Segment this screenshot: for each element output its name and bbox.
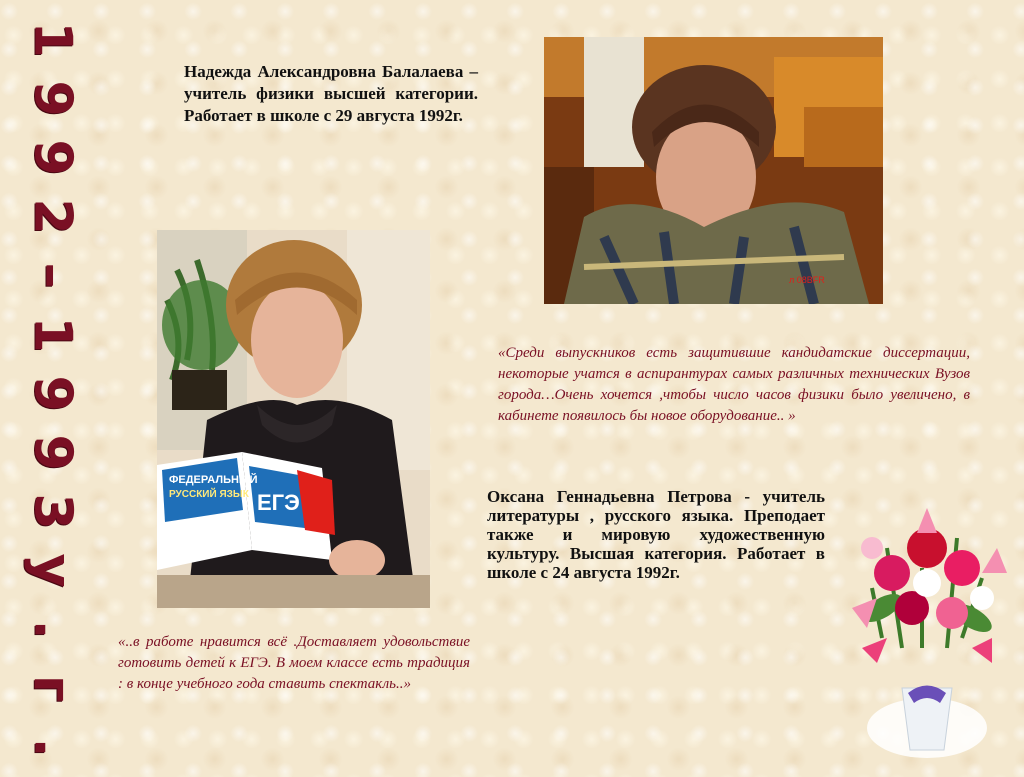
year-char: . bbox=[22, 619, 83, 640]
year-char: 1 bbox=[22, 316, 83, 353]
year-char: 1 bbox=[22, 21, 83, 58]
teacher1-bio: Надежда Александровна Балалаева – учитель физики высшей категории. Работает в школе с 29 августа 1992г. bbox=[184, 62, 478, 125]
teacher2-quote: «..в работе нравится всё .Доставляет удовольствие готовить детей к ЕГЭ. В моем классе есть традиция : в конце учебного года ставить спектакль..» bbox=[118, 634, 470, 692]
photo-stamp: л 08BFR bbox=[789, 275, 825, 285]
book-title-line2: РУССКИЙ ЯЗЫК bbox=[169, 489, 249, 500]
book-title-line1: ФЕДЕРАЛЬНЫЙ bbox=[169, 474, 258, 486]
year-char: 9 bbox=[22, 80, 83, 117]
teacher1-photo bbox=[544, 37, 883, 304]
teacher1-quote: «Среди выпускников есть защитившие кандидатские диссертации, некоторые учатся в аспирантурах самых различных технических Вузов города…Очень хочется ,чтобы число часов физики было увеличено, в кабинете появилось бы новое оборудование.. » bbox=[498, 345, 970, 424]
year-char: 3 bbox=[22, 493, 83, 530]
year-char: 2 bbox=[22, 198, 83, 235]
teacher2-bio: Оксана Геннадьевна Петрова - учитель литературы , русского языка. Преподает также и мировую художественную культуру. Высшая категория. Работает в школе с 24 августа 1992г. bbox=[487, 487, 825, 582]
flower-bouquet-image bbox=[832, 488, 1022, 760]
year-char: – bbox=[22, 262, 83, 289]
year-char: 9 bbox=[22, 375, 83, 412]
year-char: 9 bbox=[22, 434, 83, 471]
teacher2-photo bbox=[157, 230, 430, 608]
year-char: 9 bbox=[22, 139, 83, 176]
year-char: у bbox=[22, 553, 83, 588]
year-char: . bbox=[22, 737, 83, 758]
year-char: г bbox=[22, 674, 83, 703]
book-title-line3: ЕГЭ bbox=[257, 490, 300, 515]
year-banner bbox=[22, 10, 82, 777]
